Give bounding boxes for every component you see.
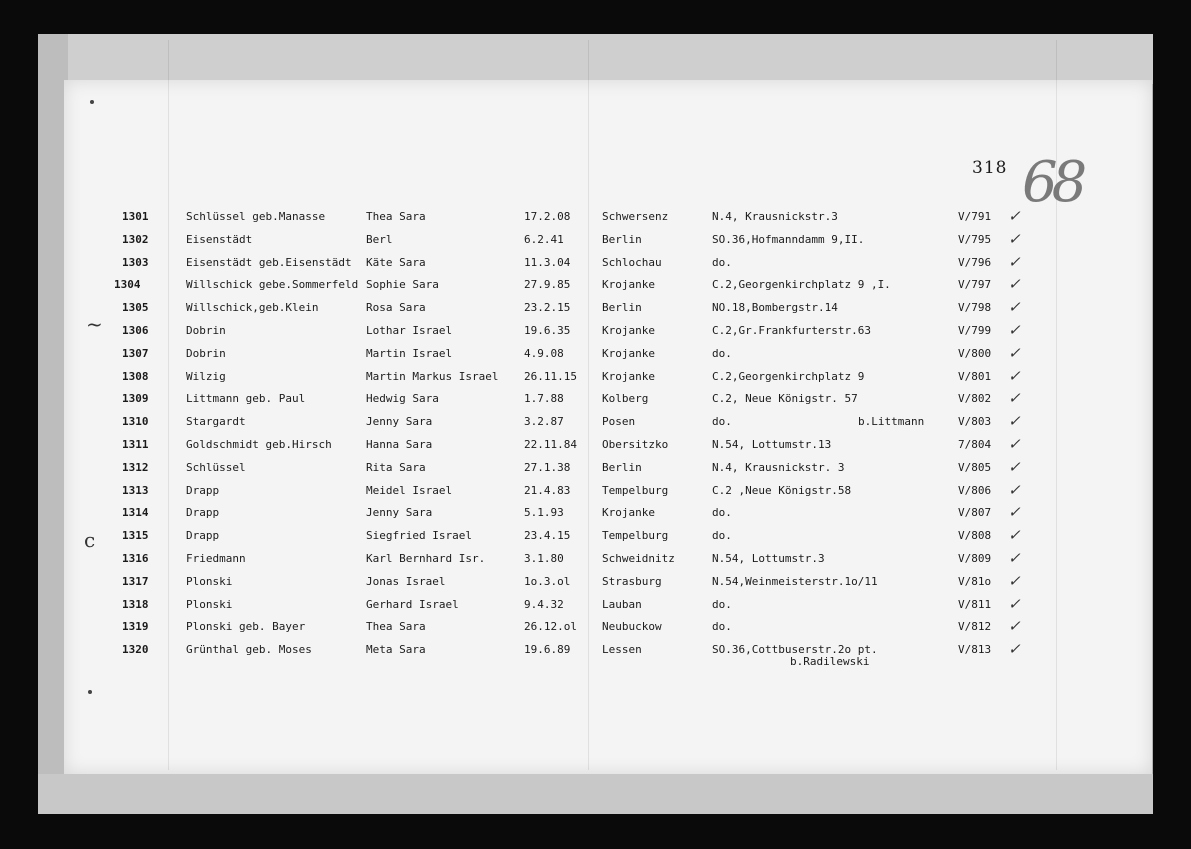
table-row — [0, 594, 1191, 620]
checkmark-icon: ✓ — [1008, 503, 1021, 522]
birthplace-cell: Berlin — [602, 232, 642, 246]
checkmark-icon: ✓ — [1008, 457, 1021, 476]
birthplace-cell: Krojanke — [602, 324, 655, 337]
address-cell: do. — [712, 597, 732, 611]
birth-date-cell: 19.6.89 — [524, 643, 571, 657]
address-cell: C.2 ,Neue Königstr.58 — [712, 483, 852, 497]
file-code-cell: V/800 — [958, 346, 992, 360]
checkmark-icon: ✓ — [1008, 207, 1021, 225]
record-number: 1310 — [122, 415, 149, 429]
given-name-cell: Sophie Sara — [366, 278, 439, 292]
given-name-cell: Jenny Sara — [366, 415, 433, 429]
given-name-cell: Thea Sara — [366, 210, 426, 223]
surname-cell: Schlüssel — [186, 460, 246, 474]
birth-date-cell: 1.7.88 — [524, 392, 564, 406]
surname-cell: Eisenstädt — [186, 232, 253, 246]
address-cell: C.2, Neue Königstr. 57 — [712, 392, 858, 406]
checkmark-icon: ✓ — [1008, 275, 1021, 294]
surname-cell: Dobrin — [186, 346, 226, 360]
checkmark-icon: ✓ — [1008, 594, 1021, 613]
table-row — [0, 321, 1191, 346]
birth-date-cell: 1o.3.ol — [524, 574, 571, 588]
surname-cell: Stargardt — [186, 415, 246, 429]
birthplace-cell: Schlochau — [602, 255, 662, 269]
birthplace-cell: Schwersenz — [602, 210, 669, 223]
margin-mark-icon: c — [84, 528, 96, 552]
checkmark-icon: ✓ — [1008, 617, 1021, 636]
birth-date-cell: 21.4.83 — [524, 483, 571, 497]
address-cell: C.2,Georgenkirchplatz 9 ,I. — [712, 278, 891, 292]
table-row — [0, 252, 1191, 278]
checkmark-icon: ✓ — [1008, 298, 1021, 317]
surname-cell: Dobrin — [186, 324, 226, 337]
address-cell: N.54,Weinmeisterstr.1o/11 — [712, 574, 878, 588]
surname-cell: Eisenstädt geb.Eisenstädt — [186, 255, 352, 269]
file-code-cell: V/808 — [958, 529, 992, 543]
address-cell: do. — [712, 620, 732, 634]
table-row — [0, 549, 1191, 574]
record-number: 1312 — [122, 460, 149, 474]
birthplace-cell: Lessen — [602, 643, 642, 657]
given-name-cell: Meidel Israel — [366, 483, 453, 497]
table-row — [0, 457, 1191, 483]
table-row — [0, 435, 1191, 460]
given-name-cell: Käte Sara — [366, 255, 426, 269]
table-row — [0, 389, 1191, 414]
file-code-cell: V/812 — [958, 620, 992, 634]
file-code-cell: V/803 — [958, 415, 992, 429]
address-cell: C.2,Georgenkirchplatz 9 — [712, 369, 865, 383]
given-name-cell: Martin Markus Israel — [366, 369, 499, 383]
checkmark-icon: ✓ — [1008, 252, 1021, 271]
record-number: 1304 — [114, 278, 141, 292]
table-row — [0, 640, 1191, 669]
birthplace-cell: Tempelburg — [602, 483, 669, 497]
file-code-cell: V/797 — [958, 278, 992, 292]
record-number: 1301 — [122, 210, 149, 223]
surname-cell: Friedmann — [186, 552, 246, 565]
birthplace-cell: Strasburg — [602, 574, 662, 588]
table-row — [0, 275, 1191, 300]
address-note-cell: b.Radilewski — [790, 655, 870, 669]
birthplace-cell: Krojanke — [602, 506, 655, 520]
birthplace-cell: Krojanke — [602, 369, 655, 383]
given-name-cell: Hedwig Sara — [366, 392, 439, 406]
record-number: 1317 — [122, 574, 149, 588]
birthplace-cell: Tempelburg — [602, 529, 669, 543]
birth-date-cell: 26.12.ol — [524, 620, 577, 634]
table-row — [0, 366, 1191, 392]
address-cell: SO.36,Cottbuserstr.2o pt. — [712, 643, 878, 657]
checkmark-icon: ✓ — [1008, 549, 1021, 567]
given-name-cell: Karl Bernhard Isr. — [366, 552, 486, 565]
birth-date-cell: 5.1.93 — [524, 506, 564, 520]
surname-cell: Drapp — [186, 483, 220, 497]
address-cell: C.2,Gr.Frankfurterstr.63 — [712, 324, 871, 337]
address-cell: do. — [712, 506, 732, 520]
file-code-cell: V/811 — [958, 597, 992, 611]
birth-date-cell: 9.4.32 — [524, 597, 564, 611]
given-name-cell: Rosa Sara — [366, 301, 426, 315]
surname-cell: Drapp — [186, 529, 220, 543]
surname-cell: Schlüssel geb.Manasse — [186, 210, 326, 223]
birth-date-cell: 17.2.08 — [524, 210, 571, 223]
birth-date-cell: 3.2.87 — [524, 415, 564, 429]
record-number: 1303 — [122, 255, 149, 269]
checkmark-icon: ✓ — [1008, 343, 1021, 362]
file-code-cell: V/795 — [958, 232, 992, 246]
record-number: 1318 — [122, 597, 149, 611]
file-code-cell: V/805 — [958, 460, 992, 474]
record-number: 1313 — [122, 483, 149, 497]
surname-cell: Willschick gebe.Sommerfeld — [186, 278, 359, 292]
birthplace-cell: Lauban — [602, 597, 642, 611]
birthplace-cell: Neubuckow — [602, 620, 662, 634]
address-cell: do. — [712, 415, 732, 429]
surname-cell: Goldschmidt geb.Hirsch — [186, 438, 332, 451]
record-number: 1307 — [122, 346, 149, 360]
birthplace-cell: Krojanke — [602, 278, 655, 292]
table-row — [0, 412, 1191, 437]
file-code-cell: V/799 — [958, 324, 992, 337]
record-number: 1306 — [122, 324, 149, 337]
table-row — [0, 207, 1191, 232]
checkmark-icon: ✓ — [1008, 526, 1021, 545]
birth-date-cell: 27.9.85 — [524, 278, 571, 292]
given-name-cell: Gerhard Israel — [366, 597, 459, 611]
record-number: 1320 — [122, 643, 149, 657]
given-name-cell: Berl — [366, 232, 393, 246]
page-number: 318 — [972, 158, 1008, 178]
file-code-cell: V/807 — [958, 506, 992, 520]
record-number: 1311 — [122, 438, 149, 451]
surname-cell: Plonski geb. Bayer — [186, 620, 306, 634]
given-name-cell: Jenny Sara — [366, 506, 433, 520]
given-name-cell: Hanna Sara — [366, 438, 433, 451]
margin-mark-icon: ~ — [86, 312, 103, 336]
table-row — [0, 229, 1191, 255]
record-number: 1302 — [122, 232, 149, 246]
birthplace-cell: Kolberg — [602, 392, 649, 406]
table-row — [0, 526, 1191, 551]
given-name-cell: Siegfried Israel — [366, 529, 472, 543]
checkmark-icon: ✓ — [1008, 412, 1021, 431]
checkmark-icon: ✓ — [1008, 640, 1021, 659]
table-row — [0, 343, 1191, 369]
birthplace-cell: Schweidnitz — [602, 552, 675, 565]
birthplace-cell: Berlin — [602, 301, 642, 315]
address-cell: do. — [712, 255, 732, 269]
file-code-cell: 7/804 — [958, 438, 992, 451]
address-cell: N.4, Krausnickstr. 3 — [712, 460, 845, 474]
record-number: 1309 — [122, 392, 149, 406]
record-number: 1319 — [122, 620, 149, 634]
surname-cell: Littmann geb. Paul — [186, 392, 306, 406]
birth-date-cell: 3.1.80 — [524, 552, 564, 565]
birth-date-cell: 26.11.15 — [524, 369, 577, 383]
birth-date-cell: 23.2.15 — [524, 301, 571, 315]
address-cell: do. — [712, 529, 732, 543]
birth-date-cell: 11.3.04 — [524, 255, 571, 269]
birthplace-cell: Berlin — [602, 460, 642, 474]
surname-cell: Willschick,geb.Klein — [186, 301, 319, 315]
birth-date-cell: 4.9.08 — [524, 346, 564, 360]
checkmark-icon: ✓ — [1008, 366, 1021, 385]
birth-date-cell: 23.4.15 — [524, 529, 571, 543]
record-number: 1316 — [122, 552, 149, 565]
checkmark-icon: ✓ — [1008, 229, 1021, 248]
birthplace-cell: Obersitzko — [602, 438, 669, 451]
file-code-cell: V/81o — [958, 574, 992, 588]
address-cell: N.54, Lottumstr.13 — [712, 438, 832, 451]
table-row — [0, 571, 1191, 597]
surname-cell: Drapp — [186, 506, 220, 520]
surname-cell: Grünthal geb. Moses — [186, 643, 312, 657]
checkmark-icon: ✓ — [1008, 389, 1021, 408]
record-number: 1308 — [122, 369, 149, 383]
table-row — [0, 503, 1191, 528]
extra-note-cell: b.Littmann — [858, 415, 925, 429]
record-number: 1305 — [122, 301, 149, 315]
birth-date-cell: 22.11.84 — [524, 438, 577, 451]
given-name-cell: Thea Sara — [366, 620, 426, 634]
file-code-cell: V/809 — [958, 552, 992, 565]
given-name-cell: Meta Sara — [366, 643, 426, 657]
file-code-cell: V/798 — [958, 301, 992, 315]
file-code-cell: V/801 — [958, 369, 992, 383]
surname-cell: Plonski — [186, 574, 233, 588]
file-code-cell: V/802 — [958, 392, 992, 406]
checkmark-icon: ✓ — [1008, 571, 1021, 590]
file-code-cell: V/813 — [958, 643, 992, 657]
table-row — [0, 298, 1191, 323]
address-cell: do. — [712, 346, 732, 360]
pencil-annotation: 68 — [1022, 150, 1082, 215]
file-code-cell: V/791 — [958, 210, 992, 223]
given-name-cell: Rita Sara — [366, 460, 426, 474]
address-cell: N.4, Krausnickstr.3 — [712, 210, 838, 223]
checkmark-icon: ✓ — [1008, 435, 1021, 453]
checkmark-icon: ✓ — [1008, 321, 1021, 339]
file-code-cell: V/806 — [958, 483, 992, 497]
birthplace-cell: Posen — [602, 415, 636, 429]
record-number: 1314 — [122, 506, 149, 520]
birth-date-cell: 6.2.41 — [524, 232, 564, 246]
given-name-cell: Martin Israel — [366, 346, 453, 360]
table-row — [0, 480, 1191, 506]
table-row — [0, 617, 1191, 642]
birthplace-cell: Krojanke — [602, 346, 655, 360]
address-cell: N.54, Lottumstr.3 — [712, 552, 825, 565]
record-number: 1315 — [122, 529, 149, 543]
birth-date-cell: 27.1.38 — [524, 460, 571, 474]
address-cell: SO.36,Hofmanndamm 9,II. — [712, 232, 865, 246]
surname-cell: Wilzig — [186, 369, 226, 383]
checkmark-icon: ✓ — [1008, 480, 1021, 499]
birth-date-cell: 19.6.35 — [524, 324, 571, 337]
given-name-cell: Jonas Israel — [366, 574, 446, 588]
given-name-cell: Lothar Israel — [366, 324, 453, 337]
surname-cell: Plonski — [186, 597, 233, 611]
file-code-cell: V/796 — [958, 255, 992, 269]
address-cell: NO.18,Bombergstr.14 — [712, 301, 838, 315]
